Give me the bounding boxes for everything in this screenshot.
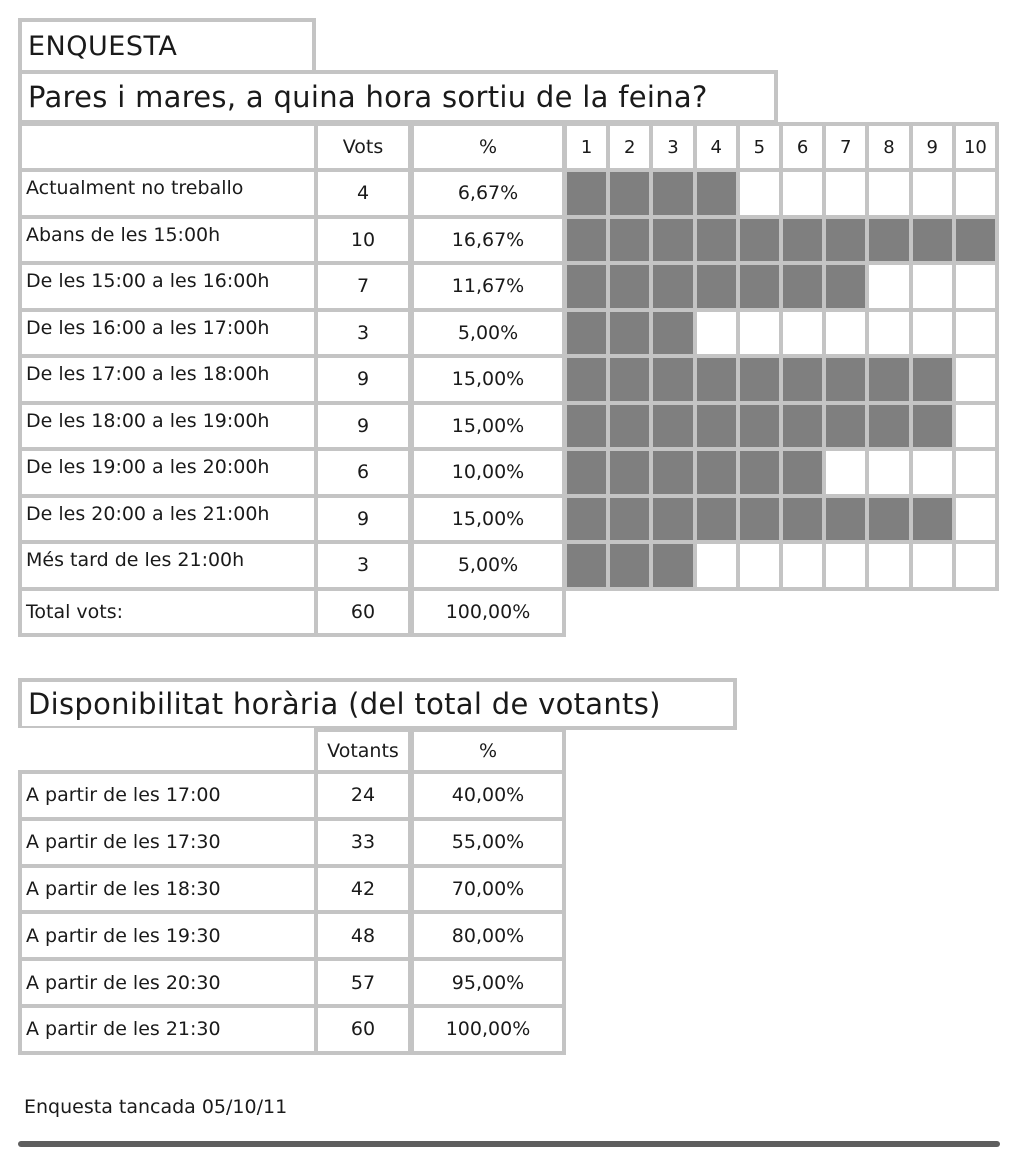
survey-bar-segment [736, 168, 783, 219]
survey-row-label: De les 17:00 a les 18:00h [18, 354, 318, 405]
survey-row-pct: 11,67% [410, 261, 566, 312]
survey-scale-6: 6 [779, 122, 826, 172]
survey-bar-segment [909, 354, 956, 405]
survey-bar-segment [736, 215, 783, 266]
survey-bar-segment [736, 401, 783, 452]
survey-bar-segment [606, 447, 653, 498]
survey-scale-3: 3 [649, 122, 696, 172]
survey-col-votes: Vots [314, 122, 412, 172]
availability-row-voters: 57 [314, 957, 412, 1008]
survey-bar-segment [779, 308, 826, 359]
survey-bar-segment [563, 540, 610, 591]
survey-bar-segment [736, 447, 783, 498]
survey-bar-segment [952, 354, 999, 405]
survey-bar-segment [822, 354, 869, 405]
survey-bar-segment [563, 354, 610, 405]
survey-bar-segment [822, 261, 869, 312]
survey-question-text: Pares i mares, a quina hora sortiu de la feina? [28, 80, 708, 114]
survey-bar-segment [909, 215, 956, 266]
survey-bar-segment [865, 540, 912, 591]
survey-row-label: Abans de les 15:00h [18, 215, 318, 266]
survey-bar-segment [693, 494, 740, 545]
survey-bar-segment [649, 401, 696, 452]
availability-row-label: A partir de les 19:30 [18, 910, 318, 961]
survey-closed-note: Enquesta tancada 05/10/11 [24, 1096, 288, 1118]
survey-bar-segment [779, 540, 826, 591]
availability-row-label: A partir de les 17:00 [18, 770, 318, 821]
survey-total-votes: 60 [314, 587, 412, 638]
survey-bar-segment [822, 308, 869, 359]
survey-row-votes: 9 [314, 494, 412, 545]
availability-col-voters: Votants [314, 728, 412, 774]
survey-bar-segment [779, 447, 826, 498]
survey-scale-4: 4 [693, 122, 740, 172]
survey-bar-segment [606, 261, 653, 312]
survey-header-blank [18, 122, 318, 172]
survey-bar-segment [606, 540, 653, 591]
survey-bar-segment [693, 447, 740, 498]
survey-bar-segment [952, 447, 999, 498]
survey-row-label: De les 15:00 a les 16:00h [18, 261, 318, 312]
survey-bar-segment [952, 401, 999, 452]
survey-bar-segment [736, 261, 783, 312]
survey-scale-7: 7 [822, 122, 869, 172]
availability-row-pct: 55,00% [410, 817, 566, 868]
survey-row-pct: 15,00% [410, 401, 566, 452]
survey-bar-segment [649, 494, 696, 545]
survey-bar-segment [736, 540, 783, 591]
survey-row-pct: 16,67% [410, 215, 566, 266]
survey-bar-segment [909, 540, 956, 591]
survey-row-votes: 4 [314, 168, 412, 219]
survey-heading-text: ENQUESTA [28, 30, 178, 62]
survey-bar-segment [693, 308, 740, 359]
survey-row-pct: 5,00% [410, 308, 566, 359]
survey-bar-segment [779, 261, 826, 312]
survey-row-label: De les 19:00 a les 20:00h [18, 447, 318, 498]
survey-bar-segment [693, 261, 740, 312]
survey-bar-segment [952, 215, 999, 266]
survey-bar-segment [649, 540, 696, 591]
availability-row-voters: 24 [314, 770, 412, 821]
survey-bar-segment [952, 540, 999, 591]
availability-row-voters: 33 [314, 817, 412, 868]
survey-bar-segment [649, 308, 696, 359]
survey-heading [18, 18, 316, 74]
survey-bar-segment [606, 354, 653, 405]
survey-bar-segment [865, 308, 912, 359]
survey-row-label: De les 20:00 a les 21:00h [18, 494, 318, 545]
survey-bar-segment [822, 540, 869, 591]
survey-row-label: De les 16:00 a les 17:00h [18, 308, 318, 359]
availability-row-pct: 80,00% [410, 910, 566, 961]
survey-bar-segment [865, 494, 912, 545]
survey-bar-segment [693, 354, 740, 405]
survey-bar-segment [779, 401, 826, 452]
survey-bar-segment [952, 494, 999, 545]
survey-row-label: Actualment no treballo [18, 168, 318, 219]
survey-row-pct: 5,00% [410, 540, 566, 591]
survey-bar-segment [865, 354, 912, 405]
survey-bar-segment [606, 308, 653, 359]
survey-bar-segment [865, 215, 912, 266]
survey-bar-segment [952, 168, 999, 219]
survey-row-pct: 15,00% [410, 494, 566, 545]
survey-bar-segment [909, 447, 956, 498]
survey-bar-segment [952, 261, 999, 312]
survey-bar-segment [822, 447, 869, 498]
survey-bar-segment [822, 168, 869, 219]
availability-row-pct: 95,00% [410, 957, 566, 1008]
survey-bar-segment [909, 401, 956, 452]
survey-bar-segment [909, 494, 956, 545]
survey-scale-5: 5 [736, 122, 783, 172]
availability-row-label: A partir de les 17:30 [18, 817, 318, 868]
survey-bar-segment [606, 215, 653, 266]
survey-row-pct: 10,00% [410, 447, 566, 498]
availability-row-voters: 60 [314, 1004, 412, 1055]
survey-row-label: Més tard de les 21:00h [18, 540, 318, 591]
survey-row-votes: 10 [314, 215, 412, 266]
availability-title-text: Disponibilitat horària (del total de votants) [28, 687, 661, 721]
availability-row-voters: 42 [314, 864, 412, 915]
survey-bar-segment [563, 168, 610, 219]
survey-bar-segment [822, 215, 869, 266]
availability-col-pct: % [410, 728, 566, 774]
survey-bar-segment [909, 168, 956, 219]
survey-bar-segment [563, 401, 610, 452]
survey-bar-segment [563, 447, 610, 498]
survey-bar-segment [865, 168, 912, 219]
survey-col-pct: % [410, 122, 566, 172]
survey-scale-2: 2 [606, 122, 653, 172]
survey-scale-10: 10 [952, 122, 999, 172]
survey-row-votes: 3 [314, 308, 412, 359]
survey-total-pct: 100,00% [410, 587, 566, 638]
survey-bar-segment [865, 261, 912, 312]
survey-row-votes: 9 [314, 401, 412, 452]
survey-bar-segment [693, 168, 740, 219]
availability-row-pct: 70,00% [410, 864, 566, 915]
survey-bar-segment [606, 494, 653, 545]
survey-scale-9: 9 [909, 122, 956, 172]
survey-bar-segment [693, 215, 740, 266]
survey-bar-segment [736, 354, 783, 405]
survey-bar-segment [909, 261, 956, 312]
survey-bar-segment [822, 401, 869, 452]
availability-row-voters: 48 [314, 910, 412, 961]
survey-row-label: De les 18:00 a les 19:00h [18, 401, 318, 452]
survey-bar-segment [649, 261, 696, 312]
survey-bar-segment [779, 494, 826, 545]
survey-row-votes: 7 [314, 261, 412, 312]
survey-bar-segment [779, 168, 826, 219]
survey-bar-segment [649, 354, 696, 405]
survey-bar-segment [606, 401, 653, 452]
bottom-divider [18, 1141, 1000, 1147]
availability-header-blank [18, 728, 318, 774]
survey-row-votes: 9 [314, 354, 412, 405]
survey-bar-segment [649, 447, 696, 498]
availability-row-label: A partir de les 18:30 [18, 864, 318, 915]
availability-row-label: A partir de les 20:30 [18, 957, 318, 1008]
survey-bar-segment [865, 447, 912, 498]
survey-bar-segment [909, 308, 956, 359]
survey-bar-segment [736, 308, 783, 359]
availability-row-pct: 100,00% [410, 1004, 566, 1055]
survey-bar-segment [563, 494, 610, 545]
survey-bar-segment [865, 401, 912, 452]
survey-total-label: Total vots: [18, 587, 318, 638]
survey-bar-segment [822, 494, 869, 545]
survey-bar-segment [736, 494, 783, 545]
survey-row-votes: 3 [314, 540, 412, 591]
survey-bar-segment [563, 308, 610, 359]
survey-bar-segment [779, 354, 826, 405]
survey-scale-8: 8 [865, 122, 912, 172]
survey-bar-segment [563, 215, 610, 266]
availability-row-label: A partir de les 21:30 [18, 1004, 318, 1055]
survey-bar-segment [606, 168, 653, 219]
survey-bar-segment [649, 215, 696, 266]
survey-bar-segment [649, 168, 696, 219]
survey-bar-segment [779, 215, 826, 266]
survey-bar-segment [563, 261, 610, 312]
survey-row-pct: 6,67% [410, 168, 566, 219]
survey-question [18, 70, 778, 124]
availability-row-pct: 40,00% [410, 770, 566, 821]
survey-bar-segment [693, 401, 740, 452]
survey-row-votes: 6 [314, 447, 412, 498]
survey-scale-1: 1 [563, 122, 610, 172]
survey-row-pct: 15,00% [410, 354, 566, 405]
availability-title [18, 678, 737, 730]
survey-bar-segment [693, 540, 740, 591]
survey-bar-segment [952, 308, 999, 359]
